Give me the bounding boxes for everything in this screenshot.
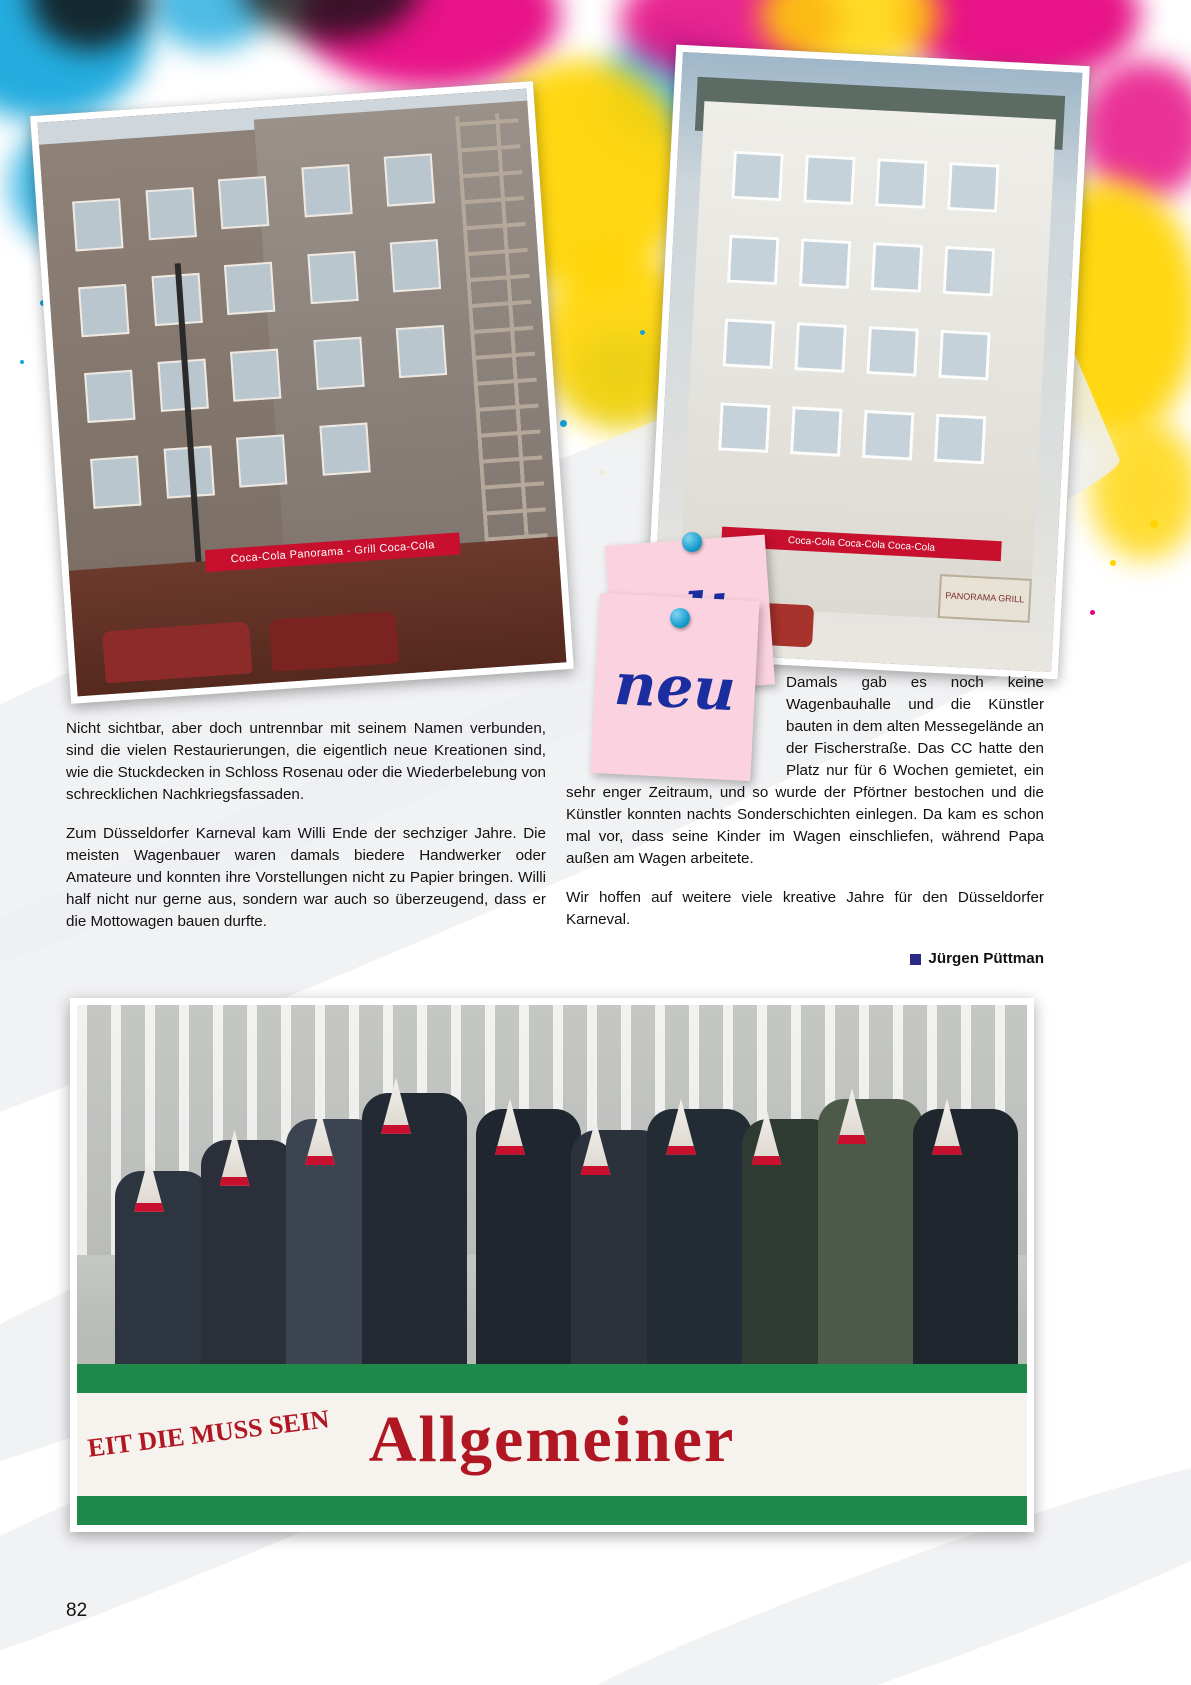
paragraph-text: Damals gab es noch keine Wagenbauhalle und die Künstler bauten in dem alten Messegelände an der Fischerstraße. Das CC hatte den Platz nur für 6 Wochen gemietet, ein sehr enger Zeitraum, und so wurde der Pförtner bestochen und die Künstler konnten nachts Sonderschichten einlegen. Da kam es schon mal vor, dass seine Kinder im Wagen einschliefen, während Papa außen am Wagen arbeitete. bbox=[566, 674, 1044, 868]
photo-old-building bbox=[30, 81, 574, 704]
pushpin-icon-neu bbox=[670, 608, 690, 628]
byline-square-icon bbox=[910, 954, 921, 965]
banner-left-text: EIT DIE MUSS SEIN bbox=[85, 1403, 331, 1463]
paragraph-with-note-wrap bbox=[566, 672, 1044, 870]
photo-old-shop-sign: Coca-Cola Panorama - Grill Coca-Cola bbox=[205, 532, 461, 572]
pushpin-icon-alt bbox=[682, 532, 702, 552]
photo-new-shop-sign: Coca-Cola Coca-Cola Coca-Cola bbox=[721, 527, 1002, 562]
article-left-column bbox=[66, 718, 546, 933]
sticky-note-neu-label: neu bbox=[612, 649, 738, 725]
paragraph: Nicht sichtbar, aber doch untrennbar mit seinem Namen verbunden, sind die vielen Restaurierungen, die eigentlich neue Kreationen sind, wie die Stuckdecken in Schloss Rosenau oder die Wiederbelebung von schrecklichen Nachkriegsfassaden. bbox=[66, 720, 546, 804]
photo-new-panorama-grill-sign: PANORAMA GRILL bbox=[938, 574, 1032, 623]
page-number: 82 bbox=[66, 1600, 88, 1621]
banner-main-text: Allgemeiner bbox=[368, 1403, 736, 1477]
article-byline bbox=[566, 948, 1044, 970]
article-right-column bbox=[566, 672, 1044, 970]
note-wrap-spacer bbox=[566, 672, 786, 780]
photo-carnival-group bbox=[70, 998, 1034, 1532]
paragraph: Zum Düsseldorfer Karneval kam Willi Ende der sechziger Jahre. Die meisten Wagenbauer waren damals biedere Handwerker oder Amateure und konnten ihre Vorstellungen nicht zu Papier bringen. Willi half nicht nur gerne aus, sondern war auch so überzeugend, dass er die Mottowagen bauen durfte. bbox=[66, 825, 546, 931]
paragraph: Wir hoffen auf weitere viele kreative Jahre für den Düsseldorfer Karneval. bbox=[566, 889, 1044, 929]
byline-name: Jürgen Püttman bbox=[928, 950, 1044, 968]
